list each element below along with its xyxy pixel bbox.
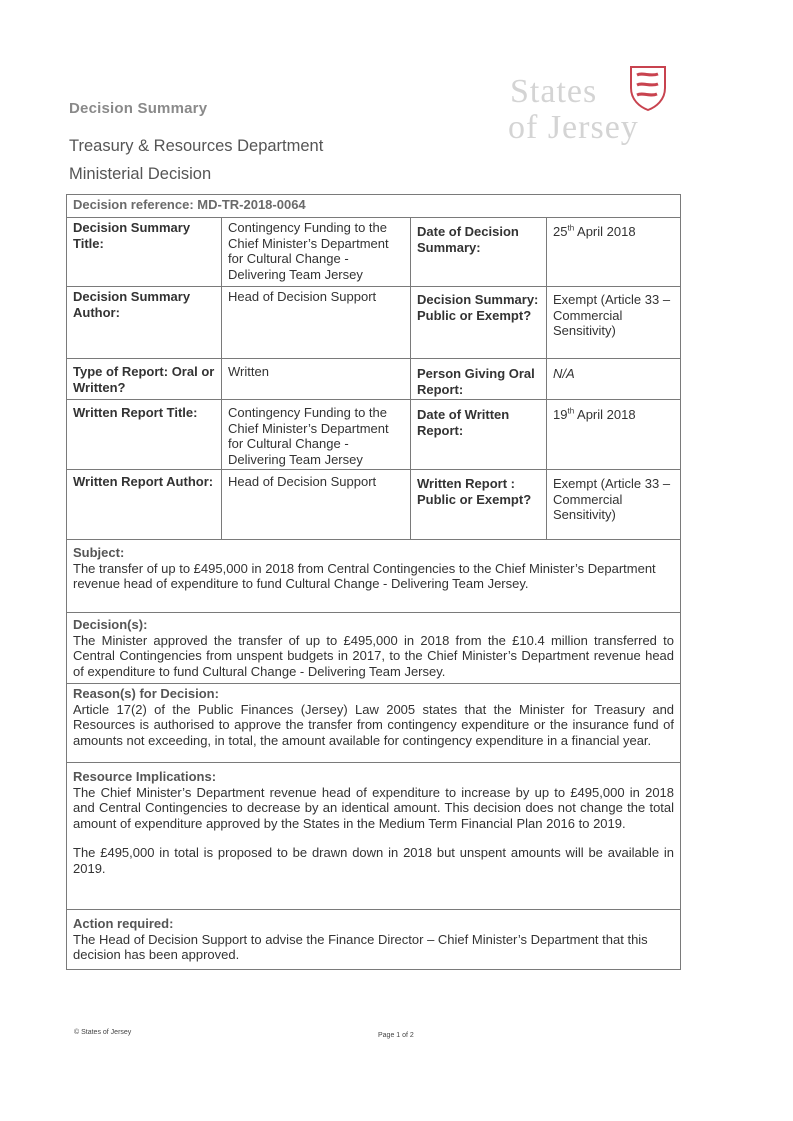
subject-text: The transfer of up to £495,000 in 2018 from Central Contingencies to the Chief Minister’s Department revenue head of expenditure to fund Cultural Change - Delivering Team Jersey. [73,560,656,591]
decision-summary-public-or-exempt-label: Decision Summary: Public or Exempt? [411,287,547,359]
table-row [67,359,681,400]
date-day: 25 [553,224,568,239]
reasons-section [67,684,681,763]
decision-summary-heading: Decision Summary [69,100,208,117]
decision-reference-row [67,195,681,218]
date-of-decision-summary-value [547,218,681,287]
table-row [67,400,681,470]
date-month-year: April 2018 [574,224,636,239]
written-report-public-or-exempt-label: Written Report : Public or Exempt? [411,470,547,540]
subject-section [67,540,681,613]
jersey-crest-icon [628,64,668,112]
date-month-year: April 2018 [574,407,636,422]
written-report-author-label: Written Report Author: [67,470,222,540]
decisions-section [67,613,681,684]
person-giving-oral-report-label: Person Giving Oral Report: [411,359,547,400]
date-of-written-report-label: Date of Written Report: [411,400,547,470]
decision-reference: Decision reference: MD-TR-2018-0064 [67,195,681,218]
resource-implications-title: Resource Implications: [73,769,217,784]
type-of-report-label: Type of Report: Oral or Written? [67,359,222,400]
logo-line-2: of Jersey [508,109,639,146]
subject-title: Subject: [73,545,125,560]
date-ordinal-suffix: th [567,406,575,416]
resource-implications-drawdown-text: The £495,000 in total is proposed to be drawn down in 2018 but unspent amounts will be available in 2019. [73,845,675,876]
type-of-report-value: Written [222,359,411,400]
date-of-written-report-value [547,400,681,470]
table-row [67,218,681,287]
reasons-title: Reason(s) for Decision: [73,686,219,701]
decision-summary-title-value: Contingency Funding to the Chief Minister’s Department for Cultural Change - Delivering Team Jersey [222,218,411,287]
reasons-text: Article 17(2) of the Public Finances (Jersey) Law 2005 states that the Minister for Treasury and Resources is authorised to approve the transfer from contingency expenditure or the insurance fund of amounts not exceeding, in total, the amount available for contingency expenditure in a financial year. [73,701,675,748]
date-of-decision-summary-label: Date of Decision Summary: [411,218,547,287]
table-row [67,287,681,359]
decision-summary-title-label: Decision Summary Title: [67,218,222,287]
written-report-author-value: Head of Decision Support [222,470,411,540]
date-ordinal-suffix: th [567,223,575,233]
written-report-title-value: Contingency Funding to the Chief Minister’s Department for Cultural Change - Delivering Team Jersey [222,400,411,470]
resource-implications-section [67,763,681,910]
decision-summary-author-label: Decision Summary Author: [67,287,222,359]
decisions-title: Decision(s): [73,617,148,632]
resource-implications-text: The Chief Minister’s Department revenue head of expenditure to increase by up to £495,000 in 2018 and Central Contingencies to decrease by an identical amount. This decision does not change the total amount of expenditure approved by the States in the Medium Term Financial Plan 2016 to 2019. [73,784,675,831]
written-report-public-or-exempt-value: Exempt (Article 33 – Commercial Sensitivity) [547,470,681,540]
action-required-section [67,910,681,970]
decisions-text: The Minister approved the transfer of up to £495,000 in 2018 from the £10.4 million transferred to Central Contingencies from unspent budgets in 2017, to the Chief Minister’s Department revenue head of expenditure to fund Cultural Change - Delivering Team Jersey. [73,632,675,679]
footer-page-number: Page 1 of 2 [378,1032,414,1039]
decision-table [66,194,681,970]
date-day: 19 [553,407,568,422]
department-title: Treasury & Resources Department [69,137,324,155]
person-giving-oral-report-value: N/A [547,359,681,400]
states-of-jersey-logo [500,60,680,180]
table-row [67,470,681,540]
footer-copyright: © States of Jersey [74,1029,132,1036]
action-required-text: The Head of Decision Support to advise the Finance Director – Chief Minister’s Department that this decision has been approved. [73,931,648,962]
action-required-title: Action required: [73,916,174,931]
logo-line-1: States [510,73,598,110]
written-report-title-label: Written Report Title: [67,400,222,470]
decision-type-title: Ministerial Decision [69,165,212,183]
decision-summary-public-or-exempt-value: Exempt (Article 33 – Commercial Sensitivity) [547,287,681,359]
decision-summary-author-value: Head of Decision Support [222,287,411,359]
